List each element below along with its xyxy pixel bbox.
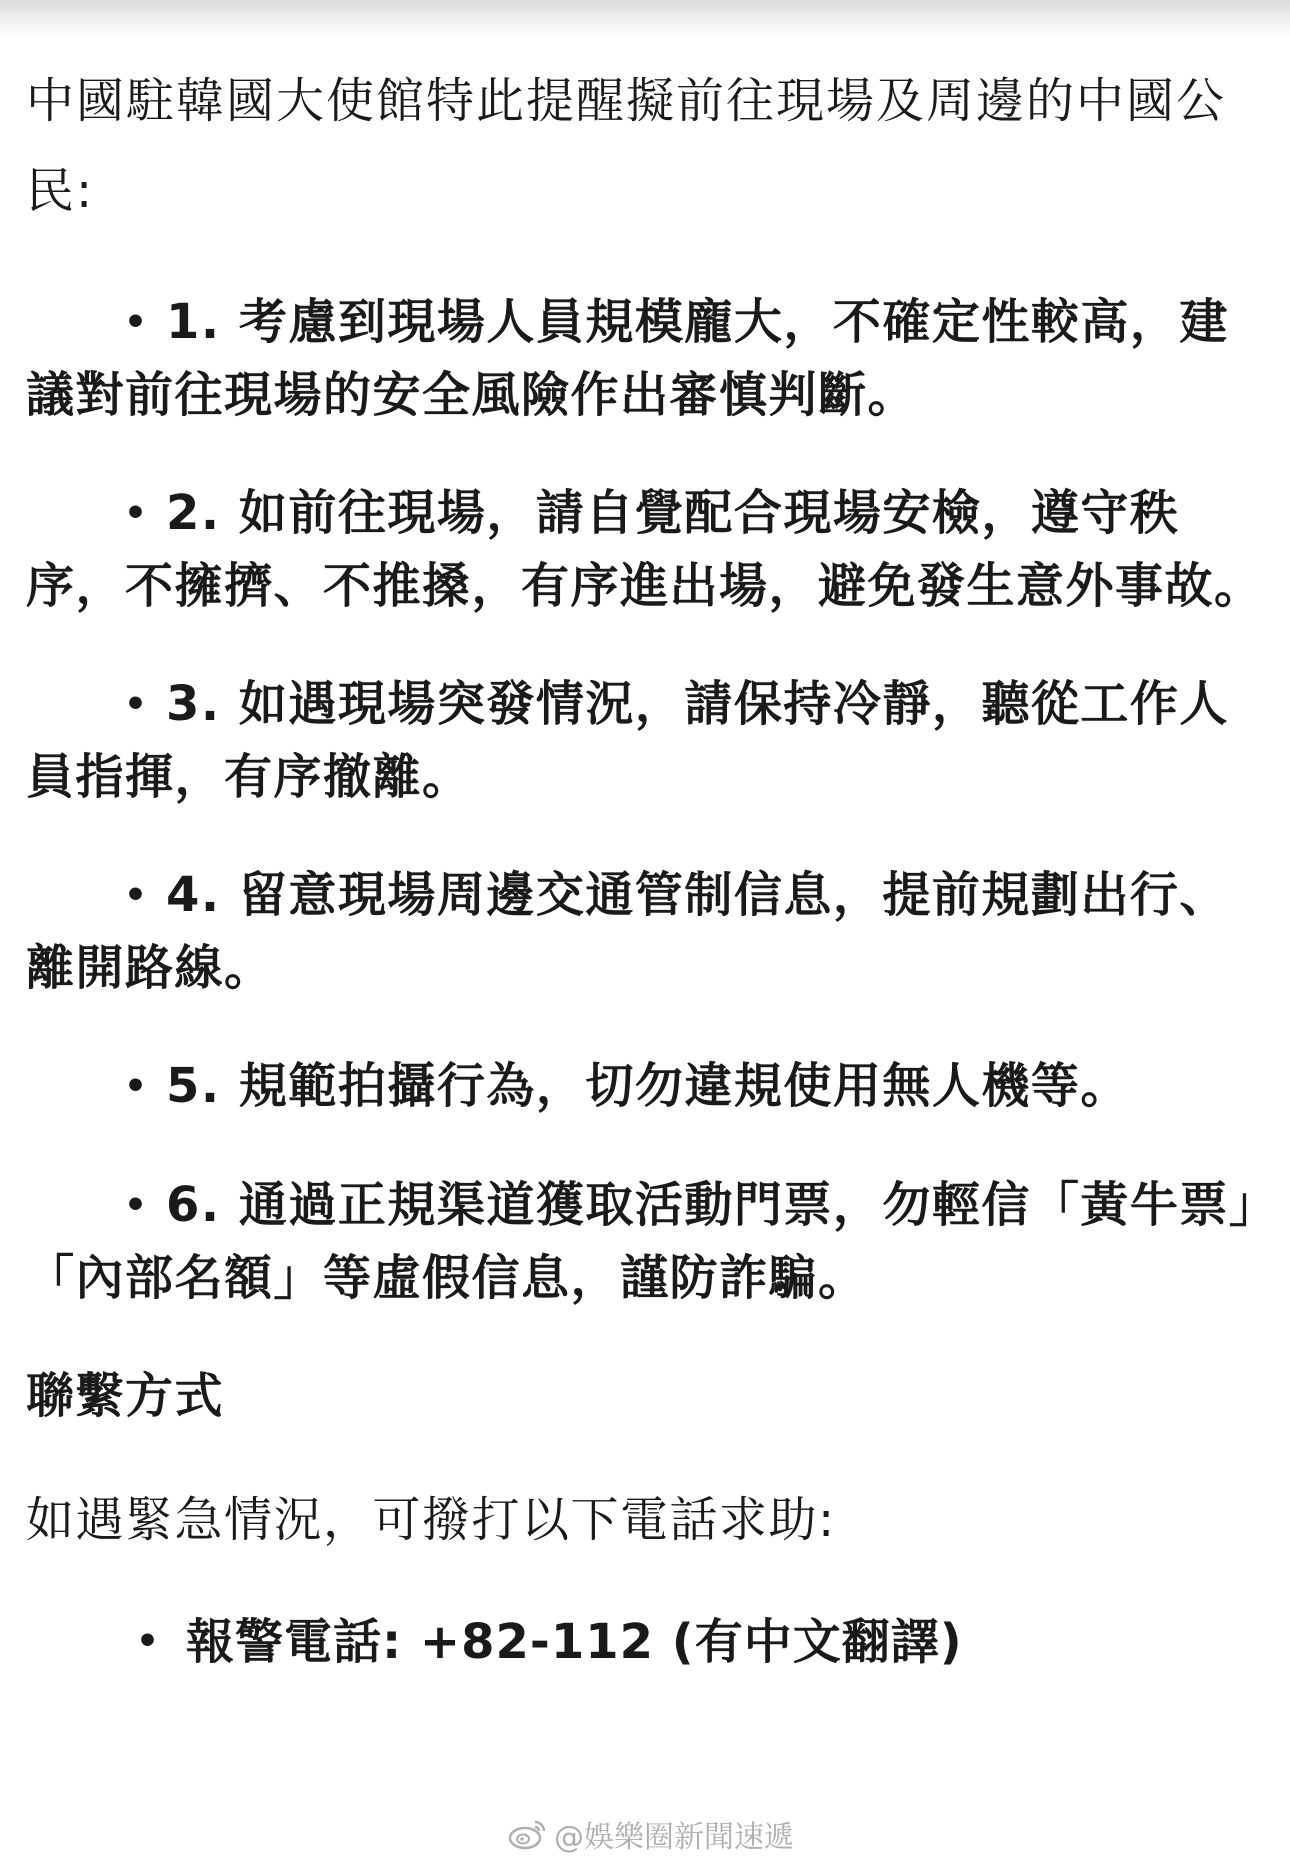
advice-item-text: 1. 考慮到現場人員規模龐大，不確定性較高，建議對前往現場的安全風險作出審慎判斷。 bbox=[26, 294, 1229, 423]
advice-item-text: 2. 如前往現場，請自覺配合現場安檢，遵守秩序，不擁擠、不推搡，有序進出場，避免發生意外事故。 bbox=[26, 485, 1264, 614]
intro-paragraph: 中國駐韓國大使館特此提醒擬前往現場及周邊的中國公民: bbox=[26, 73, 1227, 219]
phone-item bbox=[26, 1606, 1264, 1678]
advice-item-4 bbox=[26, 859, 1264, 1004]
advice-item-1 bbox=[26, 286, 1264, 431]
bullet-icon: • bbox=[124, 1185, 149, 1226]
bullet-icon: • bbox=[136, 1621, 161, 1662]
weibo-icon bbox=[508, 1817, 548, 1851]
document-body bbox=[26, 56, 1264, 1678]
advice-item-6 bbox=[26, 1169, 1264, 1314]
bullet-icon: • bbox=[124, 875, 149, 916]
bullet-icon: • bbox=[124, 302, 149, 343]
advice-list bbox=[26, 286, 1264, 1314]
top-shadow bbox=[0, 0, 1290, 40]
advice-item-text: 4. 留意現場周邊交通管制信息，提前規劃出行、離開路線。 bbox=[26, 867, 1229, 996]
watermark bbox=[508, 1812, 794, 1856]
advice-item-2 bbox=[26, 477, 1264, 622]
advice-item-text: 5. 規範拍攝行為，切勿違規使用無人機等。 bbox=[166, 1058, 1130, 1114]
bullet-icon: • bbox=[124, 684, 149, 725]
phone-text[interactable]: 報警電話: +82-112 (有中文翻譯) bbox=[186, 1614, 963, 1670]
bullet-icon: • bbox=[124, 493, 149, 534]
contact-heading: 聯繫方式 bbox=[26, 1368, 225, 1424]
advice-item-5 bbox=[26, 1050, 1264, 1123]
contact-intro: 如遇緊急情況，可撥打以下電話求助: bbox=[26, 1492, 836, 1548]
bullet-icon: • bbox=[124, 1066, 149, 1107]
advice-item-text: 3. 如遇現場突發情況，請保持冷靜，聽從工作人員指揮，有序撤離。 bbox=[26, 676, 1229, 805]
advice-item-3 bbox=[26, 668, 1264, 813]
watermark-text: @娛樂圈新聞速遞 bbox=[554, 1820, 794, 1855]
advice-item-text: 6. 通過正規渠道獲取活動門票，勿輕信「黃牛票」「內部名額」等虛假信息，謹防詐騙。 bbox=[26, 1177, 1255, 1306]
